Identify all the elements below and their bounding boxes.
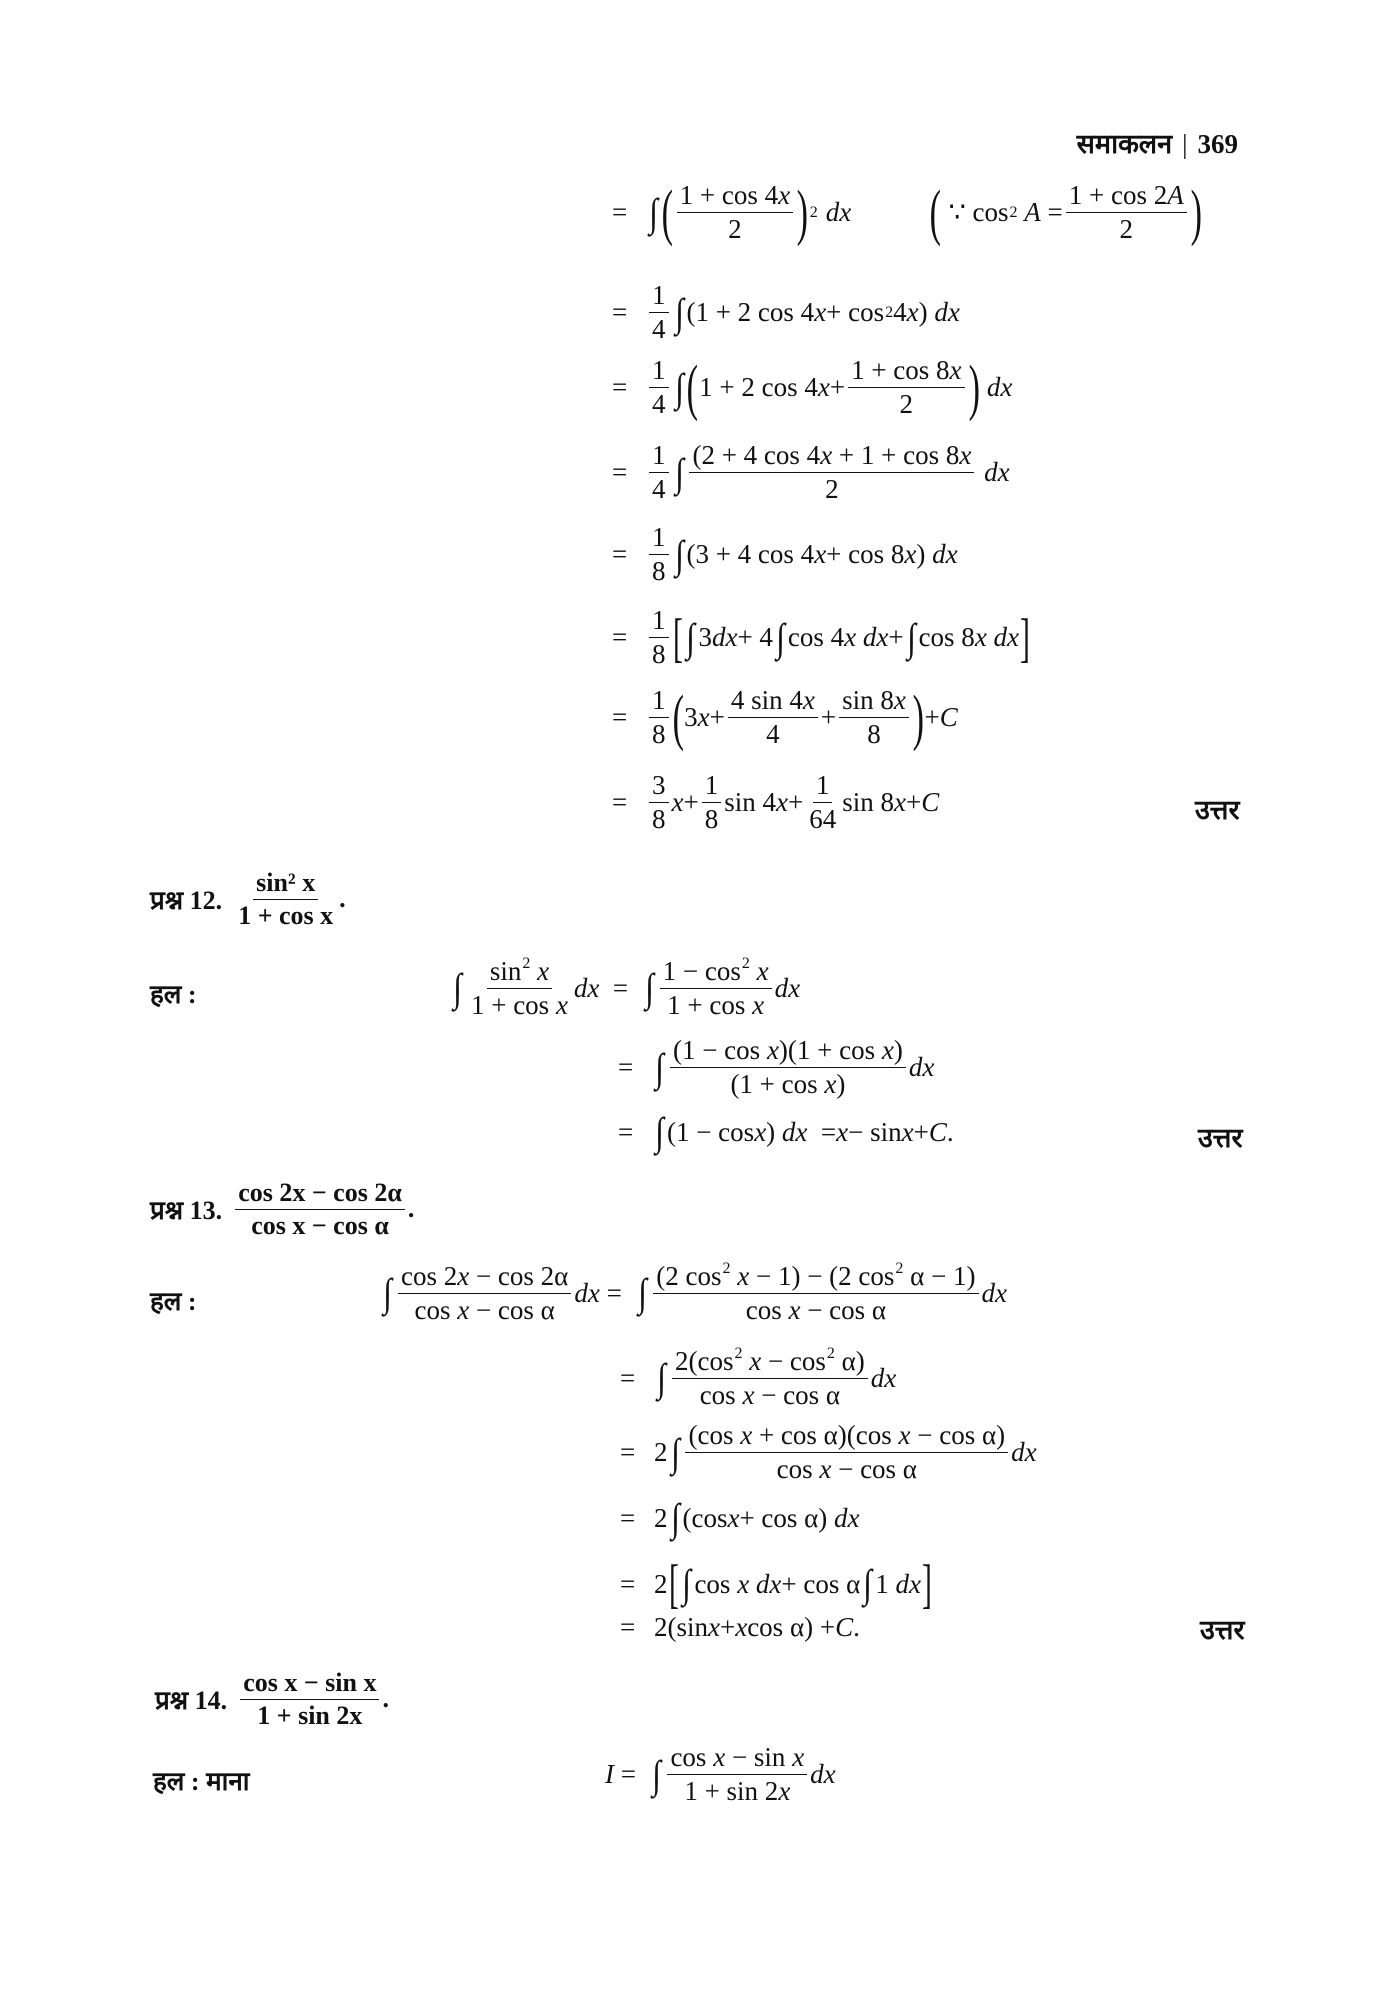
q13-line-5: = 2 [ ∫ cos x dx + cos α ∫ 1 dx ] xyxy=(620,1554,932,1614)
answer-label: उत्तर xyxy=(1195,795,1240,825)
chapter-title: समाकलन xyxy=(1076,129,1173,159)
solution-label: हल : xyxy=(150,1287,197,1316)
q13-line-2: = ∫ $\frac{2(\cos^2 x - \cos^2 \alpha)}{\text{cos x − cos α}}$ dx xyxy=(620,1345,897,1411)
question-14: प्रश्न 14. $\frac{\text{cos x − sin x}}{1 + \sin 2x}$ . xyxy=(155,1668,389,1730)
step-1: = ∫ ( $\frac{1 + \cos 4x}{2}$ ) 2 dx ( ∵ cos 2 A = $\frac{1 + \cos 2A}{2}$ ) xyxy=(612,178,1202,247)
step-2: = $\frac{1}{4}$ ∫ (1 + 2 cos 4 x + cos 2 4 x ) dx xyxy=(612,280,960,345)
answer-label: उत्तर xyxy=(1200,1615,1245,1645)
question-denominator: 1 + sin 2x xyxy=(257,1700,363,1730)
step-3: = $\frac{1}{4}$ ∫ ( 1 + 2 cos 4 x + $\frac{1 + \cos 8x}{2}$ ) dx xyxy=(612,353,1013,422)
step-7: = $\frac{1}{8}$ ( 3 x + $\frac{4 \sin 4x}{4}$ + $\frac{\sin 8x}{8}$ ) + C xyxy=(612,683,958,752)
q13-line-6: = 2(sin x + x cos α) + C . xyxy=(620,1612,860,1642)
question-numerator: cos x − sin x xyxy=(240,1668,379,1700)
question-numerator: cos 2x − cos 2α xyxy=(235,1178,405,1210)
solution-label: हल : xyxy=(150,980,197,1009)
question-denominator: 1 + cos x xyxy=(238,900,334,930)
running-header xyxy=(1077,124,1238,161)
step-4: = $\frac{1}{4}$ ∫ $\frac{(2 + 4 \cos 4x + 1 + \cos 8x}{2}$ dx xyxy=(612,440,1010,505)
question-12: प्रश्न 12. $\frac{\text{sin² x}}{\text{1 + cos x}}$ . xyxy=(150,868,346,930)
question-label: प्रश्न 12. xyxy=(150,886,223,916)
step-5: = $\frac{1}{8}$ ∫ (3 + 4 cos 4 x + cos 8 x ) dx xyxy=(612,522,958,587)
step-8: = $\frac{3}{8}$ x + $\frac{1}{8}$ sin 4 x + $\frac{1}{64}$ sin 8 x + C xyxy=(612,770,940,835)
answer-label: उत्तर xyxy=(1198,1123,1243,1153)
step-6: = $\frac{1}{8}$ [ ∫ 3 dx + 4 ∫ cos 4 x dx + ∫ cos 8 x dx ] xyxy=(612,605,1030,670)
question-denominator: cos x − cos α xyxy=(251,1210,389,1240)
q12-line-1: ∫ $\frac{\sin^2 x}{\text{1 + cos x}}$ dx = ∫ $\frac{1 - \cos^2 x}{\text{1 + cos x}}$ dx xyxy=(453,955,801,1021)
q12-line-2: = ∫ $\frac{\text{(1 − cos x)(1 + cos x)}}{\text{(1 + cos x)}}$ dx xyxy=(618,1035,935,1100)
question-label: प्रश्न 14. xyxy=(155,1686,228,1716)
header-separator: | xyxy=(1182,129,1188,159)
q13-line-3: = 2 ∫ $\frac{\text{(cos x + cos α)(cos x − cos α)}}{\text{cos x − cos α}}$ dx xyxy=(620,1420,1037,1485)
q13-line-4: = 2 ∫ (cos x + cos α) dx xyxy=(620,1495,860,1540)
q14-line-1: I = ∫ $\frac{\text{cos x − sin x}}{1 + \sin 2x}$ dx xyxy=(605,1742,836,1807)
page-number: 369 xyxy=(1197,129,1238,159)
q13-line-1: ∫ $\frac{\cos 2x - \cos 2\alpha}{\text{cos x − cos α}}$ dx = ∫ $\frac{(2 \cos^2 x - 1) - (2 \cos^2 \alpha - 1)}{\text{cos x − cos α}}$ dx xyxy=(383,1260,1008,1326)
question-13: प्रश्न 13. $\frac{\cos 2x - \cos 2\alpha}{\text{cos x − cos α}}$ . xyxy=(150,1178,415,1240)
question-numerator: sin² x xyxy=(253,868,318,900)
solution-label: हल : माना xyxy=(153,1767,250,1796)
question-label: प्रश्न 13. xyxy=(150,1196,223,1226)
q12-line-3: = ∫ (1 − cos x ) dx = x − sin x + C . xyxy=(618,1109,954,1154)
